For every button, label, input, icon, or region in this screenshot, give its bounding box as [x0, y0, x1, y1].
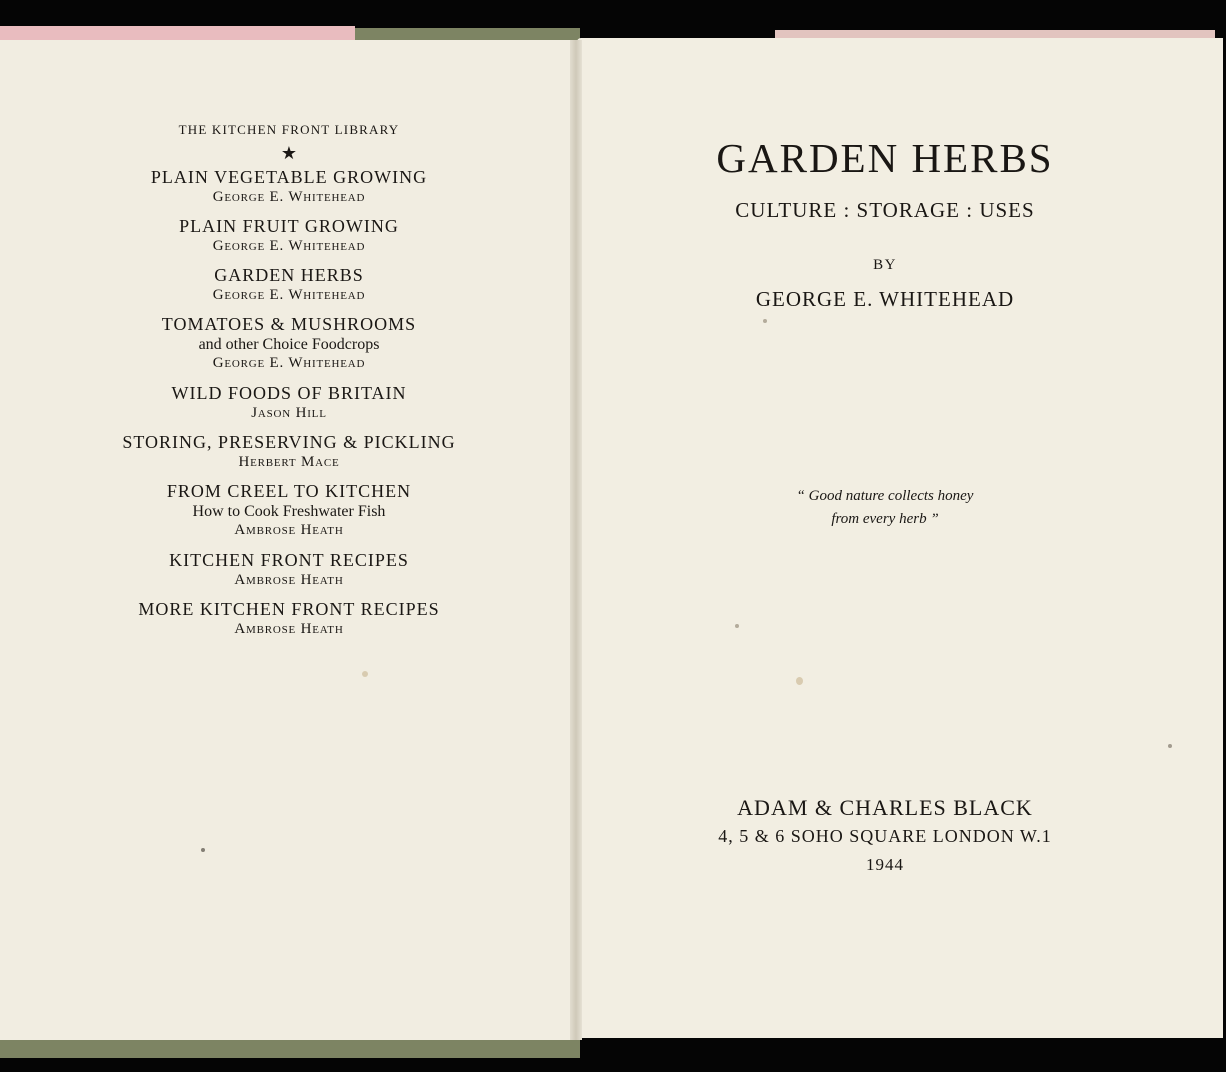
series-entry-title: FROM CREEL TO KITCHEN — [166, 481, 412, 501]
series-entry — [0, 383, 578, 423]
series-entry-title: WILD FOODS OF BRITAIN — [171, 383, 407, 403]
series-entry-author: Jason Hill — [251, 405, 327, 421]
series-header: THE KITCHEN FRONT LIBRARY — [178, 122, 400, 137]
series-entry — [0, 550, 578, 590]
series-entry-title: PLAIN VEGETABLE GROWING — [150, 167, 428, 187]
series-entry-title: KITCHEN FRONT RECIPES — [169, 550, 409, 570]
epigraph — [740, 485, 1030, 531]
star-icon: ★ — [280, 143, 298, 163]
series-entry-author: George E. Whitehead — [212, 287, 366, 303]
right-page — [577, 38, 1223, 1038]
series-entry — [0, 432, 578, 472]
publisher-name: ADAM & CHARLES BLACK — [737, 795, 1033, 820]
series-entry-author: George E. Whitehead — [212, 238, 366, 254]
series-entry-title: GARDEN HERBS — [214, 265, 364, 285]
paper-spot — [201, 848, 205, 852]
book-subtitle: CULTURE : STORAGE : USES — [735, 198, 1035, 222]
series-entry-subtitle: and other Choice Foodcrops — [198, 336, 380, 353]
publication-year: 1944 — [866, 855, 904, 874]
epigraph-line: “ Good nature collects honey — [796, 488, 974, 504]
book-title: GARDEN HERBS — [716, 135, 1054, 181]
series-entry-author: Ambrose Heath — [234, 522, 344, 538]
series-entry-author: George E. Whitehead — [212, 355, 366, 371]
series-entry — [0, 599, 578, 639]
series-entry-author: Ambrose Heath — [234, 572, 344, 588]
series-entry — [0, 481, 578, 540]
paper-spot — [796, 677, 803, 685]
publisher-address: 4, 5 & 6 SOHO SQUARE LONDON W.1 — [718, 826, 1052, 846]
series-entry — [0, 265, 578, 305]
series-entry-subtitle: How to Cook Freshwater Fish — [192, 503, 386, 520]
series-entry — [0, 167, 578, 207]
series-entry-author: Herbert Mace — [238, 454, 340, 470]
paper-spot — [1168, 744, 1172, 748]
epigraph-line: from every herb ” — [831, 511, 939, 527]
series-entry — [0, 216, 578, 256]
byline-label: BY — [873, 257, 897, 273]
series-entry-title: STORING, PRESERVING & PICKLING — [122, 432, 456, 452]
paper-spot — [362, 671, 368, 677]
paper-spot — [763, 319, 767, 323]
series-entry-title: MORE KITCHEN FRONT RECIPES — [138, 599, 440, 619]
series-entry-title: PLAIN FRUIT GROWING — [179, 216, 399, 236]
series-entry — [0, 314, 578, 373]
paper-spot — [735, 624, 739, 628]
series-entry-title: TOMATOES & MUSHROOMS — [161, 314, 417, 334]
series-entry-author: George E. Whitehead — [212, 189, 366, 205]
book-author: GEORGE E. WHITEHEAD — [755, 287, 1015, 311]
series-entry-author: Ambrose Heath — [234, 621, 344, 637]
